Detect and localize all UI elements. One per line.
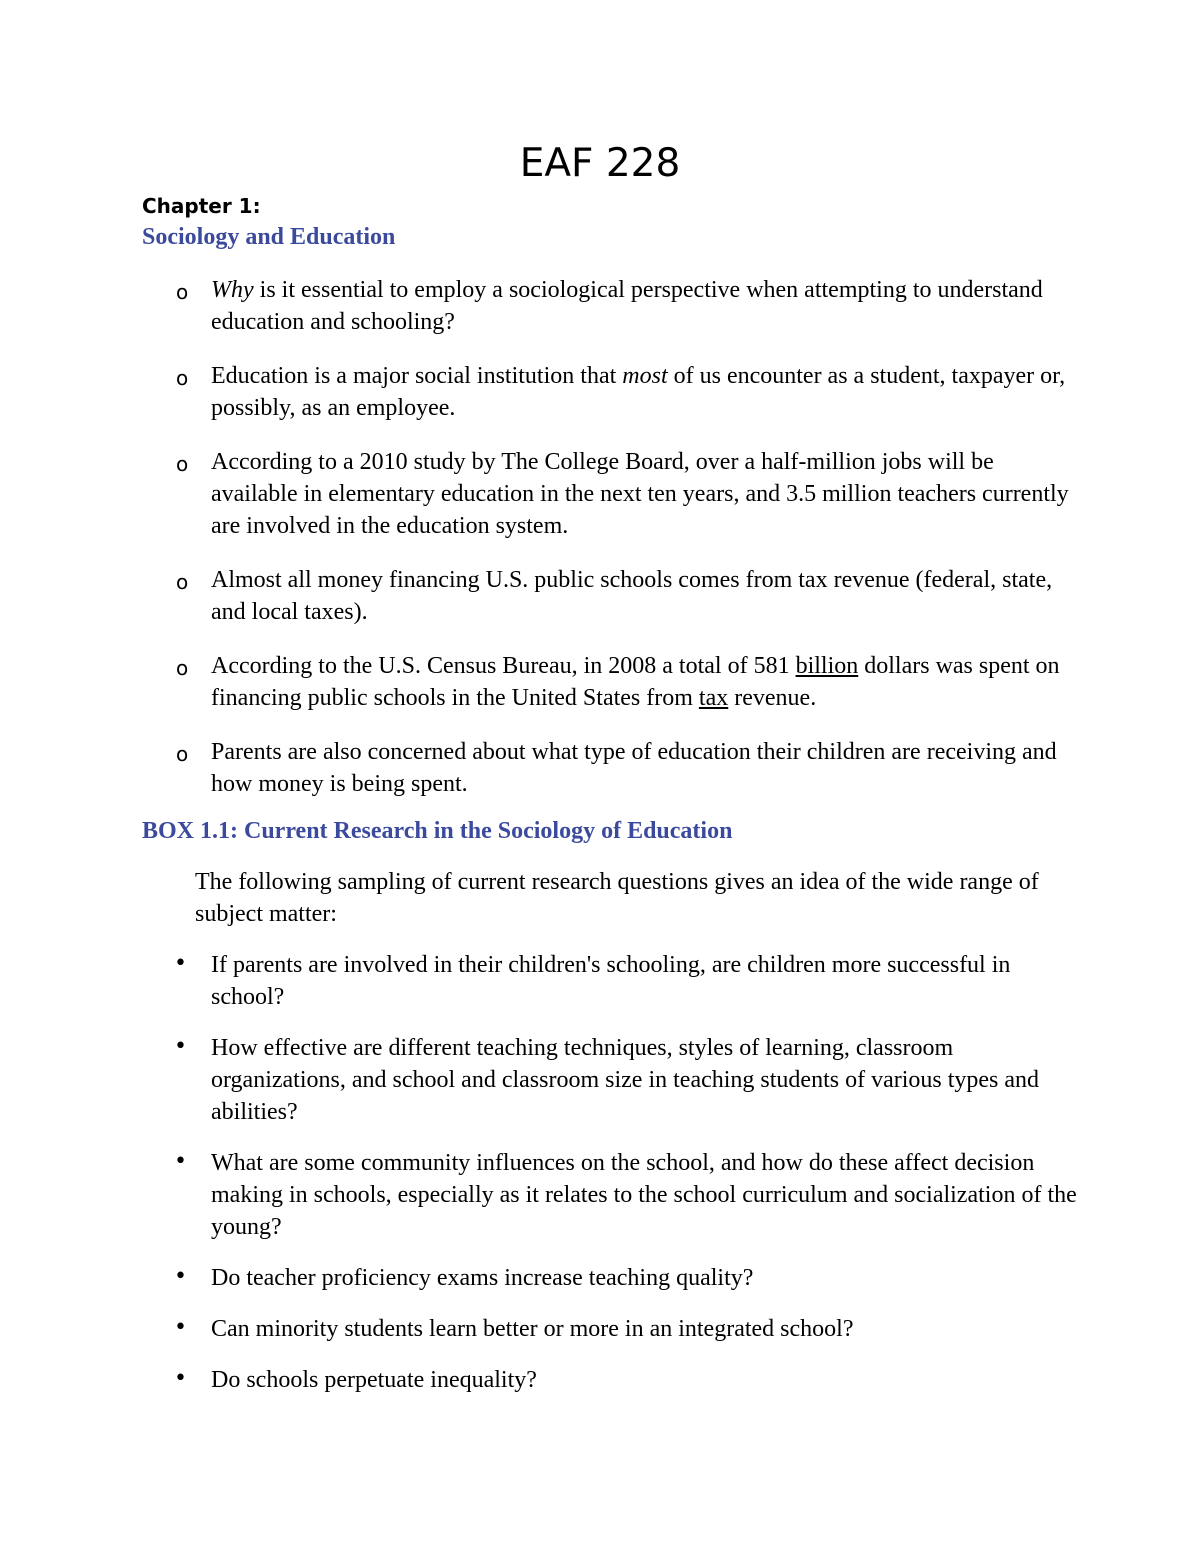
- circle-bullet-icon: o: [176, 366, 189, 390]
- list-item: o Almost all money financing U.S. public schools comes from tax revenue (federal, state, and local taxes).: [176, 567, 1053, 625]
- list-item: • Can minority students learn better or more in an integrated school?: [174, 1315, 854, 1342]
- emphasis-text: most: [622, 363, 668, 389]
- list-item: • Do schools perpetuate inequality?: [174, 1366, 537, 1393]
- box-heading: BOX 1.1: Current Research in the Sociology of Education: [142, 818, 733, 844]
- circle-bullet-icon: o: [176, 280, 189, 304]
- underlined-word: tax: [698, 685, 729, 711]
- key-points-list: [0, 274, 1200, 822]
- circle-bullet-icon: o: [176, 452, 189, 476]
- list-item: o Education is a major social institution that most of us encounter as a student, taxpayer or, possibly, as an employee.: [176, 363, 1066, 421]
- bullet-icon: •: [174, 1264, 187, 1289]
- bullet-icon: •: [174, 1149, 187, 1174]
- list-item: o Parents are also concerned about what type of education their children are receiving and how money is being spent.: [176, 739, 1057, 797]
- box-intro: The following sampling of current research questions gives an idea of the wide range of subject matter:: [195, 869, 1039, 927]
- bullet-icon: •: [174, 1366, 187, 1391]
- list-item: • If parents are involved in their children's schooling, are children more successful in school?: [174, 951, 1011, 1010]
- bullet-icon: •: [174, 1034, 187, 1059]
- bullet-icon: •: [174, 951, 187, 976]
- emphasis-text: Why: [211, 277, 254, 303]
- list-item: o Why is it essential to employ a sociological perspective when attempting to understand education and schooling?: [176, 277, 1043, 335]
- circle-bullet-icon: o: [176, 656, 189, 680]
- list-item: • What are some community influences on the school, and how do these affect decision making in schools, especially as it relates to the school curriculum and socialization of the young?: [174, 1149, 1077, 1240]
- circle-bullet-icon: o: [176, 742, 189, 766]
- underlined-word: billion: [795, 653, 859, 679]
- section-heading: Sociology and Education: [142, 224, 396, 250]
- list-item: o According to the U.S. Census Bureau, in 2008 a total of 581 billion dollars was spent on financing public schools in the United States from tax revenue.: [176, 653, 1060, 711]
- document-title: EAF 228: [519, 141, 681, 186]
- bullet-icon: •: [174, 1315, 187, 1340]
- circle-bullet-icon: o: [176, 570, 189, 594]
- list-item: • How effective are different teaching techniques, styles of learning, classroom organizations, and school and classroom size in teaching students of various types and abilities?: [174, 1034, 1040, 1125]
- research-questions-list: [0, 949, 1200, 1415]
- list-item: o According to a 2010 study by The College Board, over a half-million jobs will be available in elementary education in the next ten years, and 3.5 million teachers currently are involved in the education system.: [176, 449, 1069, 539]
- list-item: • Do teacher proficiency exams increase teaching quality?: [174, 1264, 754, 1291]
- chapter-label: Chapter 1:: [142, 194, 261, 218]
